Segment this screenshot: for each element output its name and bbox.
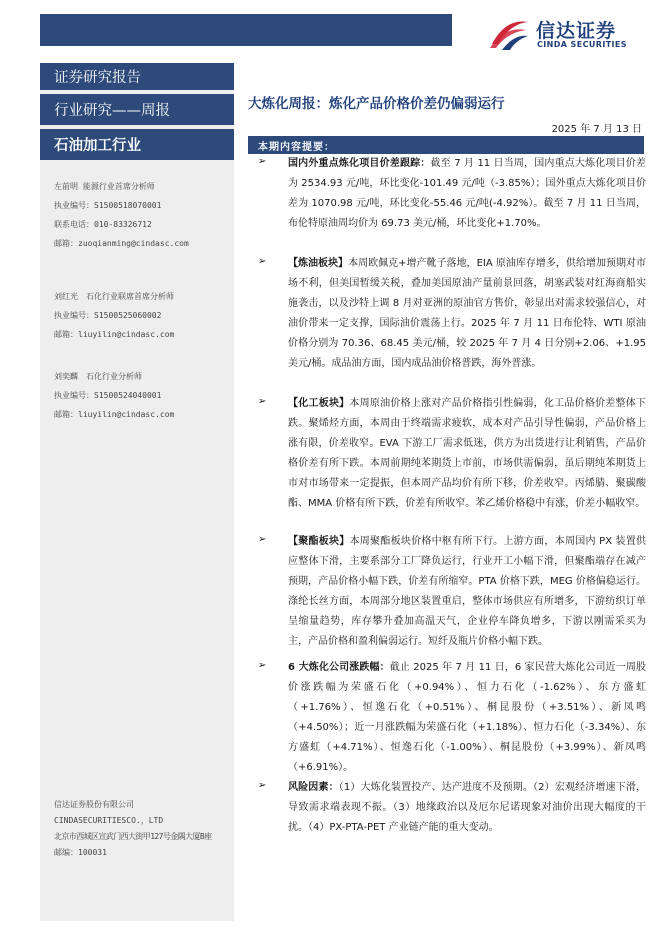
analyst-cert: 执业编号：S1500518070001: [54, 201, 162, 210]
analyst-title: 刘奕麟 石化行业分析师: [54, 372, 142, 381]
bullet-arrow-icon: ➢: [258, 534, 267, 545]
analyst-title: 刘红光 石化行业联席首席分析师: [54, 292, 174, 301]
cinda-logo-mark-icon: [488, 14, 530, 52]
bullet-lead: 【聚酯板块】: [288, 536, 350, 547]
company-name-en: CINDASECURITIESCO.，LTD: [54, 816, 164, 825]
bullet-text: [288, 778, 646, 838]
bullet-lead: 【化工板块】: [288, 398, 350, 409]
report-title: 大炼化周报：炼化产品价格价差仍偏弱运行: [248, 96, 505, 112]
bullet-arrow-icon: ➢: [258, 256, 267, 267]
analyst-email[interactable]: 邮箱：liuyilin@cindasc.com: [54, 410, 175, 419]
analyst-email[interactable]: 邮箱：liuyilin@cindasc.com: [54, 330, 175, 339]
summary-label: 本期内容提要：: [258, 142, 335, 153]
analyst-title: 左前明 能源行业首席分析师: [54, 182, 155, 191]
report-type: 证券研究报告: [40, 63, 234, 90]
bullet-body: 本周原油价格上涨对产品价格指引性偏弱，化工品价格价差整体下跌。聚烯烃方面，本周由于终端需求疲软，成本对产品引导性偏弱，产品价格上涨有限，价差收窄。EVA 下游工厂需求低迷，供方为出货进行让利销售，产品价格价差有所下跌。本周前期纯苯期货上市前，市场供需偏弱，虽后期纯苯期货上市对市场带来一定提振，但本周产品均价有所下移，价差收窄。丙烯腈、聚碳酸酯、MMA 价格有所下跌，价差有所收窄。苯乙烯价格稳中有涨，价差小幅收窄。: [288, 398, 647, 509]
bullet-text: [288, 394, 646, 514]
bullet-lead: 国内外重点炼化项目价差跟踪：: [288, 158, 431, 169]
sidebar: [40, 63, 234, 921]
industry-name: 石油加工行业: [40, 129, 234, 160]
analyst-cert: 执业编号：S1500525060002: [54, 311, 162, 320]
report-date: 2025 年 7 月 13 日: [551, 124, 642, 135]
analyst-phone: 联系电话：010-83326712: [54, 220, 152, 229]
company-info: [54, 797, 211, 861]
bullet-text: [288, 532, 646, 652]
bullet-text: [288, 254, 646, 374]
bullet-lead: 6 大炼化公司涨跌幅：: [288, 662, 390, 673]
bullet-arrow-icon: ➢: [258, 156, 267, 167]
cinda-logo: [488, 14, 648, 54]
bullet-arrow-icon: ➢: [258, 780, 267, 791]
bullet-text: [288, 658, 646, 778]
header-bar: [40, 14, 452, 46]
analyst-card: [54, 287, 174, 344]
analyst-card: [54, 367, 174, 424]
bullet-body: 截止 2025 年 7 月 11 日，6 家民营大炼化公司近一周股价涨跌幅为荣盛石化（+0.94%）、恒力石化（-1.62%）、东方盛虹（+1.76%）、恒逸石化（+0.51%）、桐昆股份（+3.51%）、新凤鸣（+4.50%）；近一月涨跌幅为荣盛石化（+1.18%）、恒力石化（-3.34%）、东方盛虹（+4.71%）、恒逸石化（-1.00%）、桐昆股份（+3.99%）、新凤鸣（+6.91%）。: [288, 662, 646, 773]
bullet-arrow-icon: ➢: [258, 396, 267, 407]
bullet-body: 截至 7 月 11 日当周，国内重点大炼化项目价差为 2534.93 元/吨，环比变化-101.49 元/吨（-3.85%）；国外重点大炼化项目价差为 1070.98 元/吨，环比变化-55.46 元/吨(-4.92%）。截至 7 月 11 日当周，布伦特原油周均价为 69.73 美元/桶，环比变化+1.70%。: [288, 158, 646, 229]
company-address: 北京市西城区宣武门西大街甲127号金隅大厦B座: [54, 832, 212, 841]
bullet-text: [288, 154, 646, 234]
logo-name-cn: 信达证券: [536, 20, 617, 42]
report-section: 行业研究——周报: [40, 94, 234, 125]
bullet-arrow-icon: ➢: [258, 660, 267, 671]
bullet-lead: 风险因素：: [288, 782, 339, 793]
bullet-lead: 【炼油板块】: [288, 258, 349, 269]
analyst-card: [54, 177, 189, 253]
logo-name-en: CINDA SECURITIES: [537, 40, 627, 49]
bullet-body: （1）大炼化装置投产、达产进度不及预期。（2）宏观经济增速下滑，导致需求端表现不振。（3）地缘政治以及厄尔尼诺现象对油价出现大幅度的干扰。（4）PX-PTA-PET 产业链产能的重大变动。: [288, 782, 646, 833]
analyst-email[interactable]: 邮箱：zuoqianming@cindasc.com: [54, 239, 189, 248]
company-name-cn: 信达证券股份有限公司: [54, 800, 134, 809]
analyst-cert: 执业编号：S1500524040001: [54, 391, 162, 400]
company-postcode: 邮编：100031: [54, 848, 107, 857]
bullet-body: 本周聚酯板块价格中枢有所下行。上游方面，本周国内 PX 装置供应整体下滑，主要系部分工厂降负运行，行业开工小幅下滑，但聚酯端存在减产预期，产品价格小幅下跌，价差有所缩窄。PTA 价格下跌，MEG 价格偏稳运行。涤纶长丝方面，本周部分地区装置重启，整体市场供应有所增多，下游纺织订单呈缩量趋势，库存攀升叠加高温天气，企业停车降负增多，下游以刚需采买为主，产品价格和盈利偏弱运行。短纤及瓶片价格小幅下跌。: [288, 536, 646, 647]
bullet-body: 本周欧佩克+增产靴子落地，EIA 原油库存增多，供给增加预期对市场不利，但美国暂缓关税，叠加美国原油产量前景回落，胡塞武装对红海商船实施袭击，以及沙特上调 8 月对亚洲的原油官方售价，彰显出对需求较强信心，对油价带来一定支撑，国际油价震荡上行。2025 年 7 月 11 日布伦特、WTI 原油价格分别为 70.36、68.45 美元/桶，较 2025 年 7 月 4 日分别+2.06、+1.95 美元/桶。成品油方面，国内成品油价格普跌，海外普涨。: [288, 258, 646, 369]
summary-header: [248, 136, 644, 154]
